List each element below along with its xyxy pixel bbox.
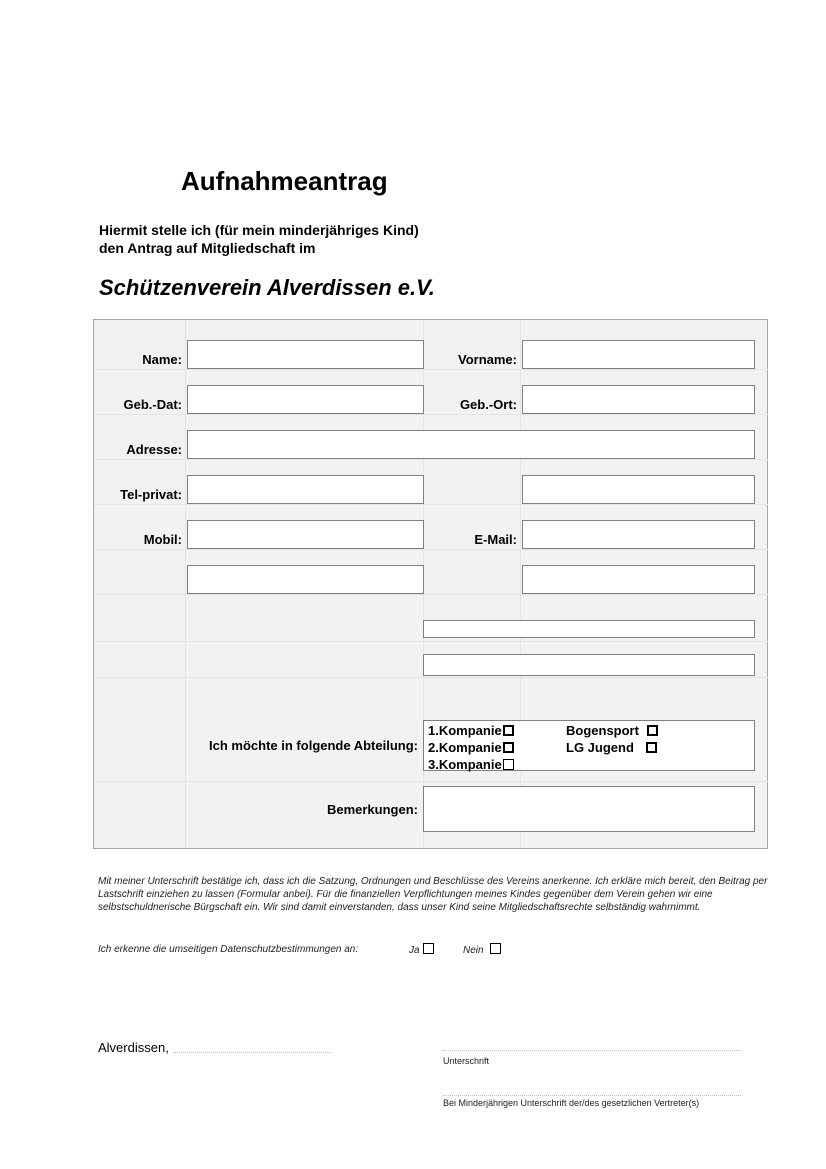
option-1-kompanie[interactable] — [428, 722, 514, 739]
document-title: Aufnahmeantrag — [181, 166, 388, 196]
email-field[interactable] — [522, 520, 755, 549]
name-label: Name: — [142, 352, 182, 367]
telprivat-label: Tel-privat: — [120, 487, 182, 502]
consent-text: Mit meiner Unterschrift bestätige ich, dass ich die Satzung, Ordnungen und Beschlüsse des Vereins anerkenne. Ich erkläre mich bereit, den Beitrag per Lastschrift einziehen zu lassen (Formular anbei). Für die finanziellen Verpflichtungen meines Kindes gegenüber dem Verein gehen wir eine selbstschuldnerische Bürgschaft ein. Wir sind damit einverstanden, dass unser Kind seine Mitgliedschaftsrechte selbständig wahrnimmt. — [98, 876, 768, 913]
datenschutz-text: Ich erkenne die umseitigen Datenschutzbestimmungen an: — [98, 944, 359, 955]
grid-line — [94, 414, 768, 415]
ja-option[interactable] — [409, 943, 434, 957]
option-lg-jugend-label: LG Jugend — [566, 740, 634, 755]
ja-label: Ja — [409, 945, 420, 956]
grid-line — [94, 504, 768, 505]
grid-line — [94, 549, 768, 550]
grid-line — [94, 594, 768, 595]
gebdat-label: Geb.-Dat: — [123, 397, 182, 412]
signature-line-2[interactable] — [443, 1095, 741, 1096]
checkbox-icon[interactable] — [423, 943, 434, 954]
signature-place: Alverdissen, — [98, 1040, 169, 1055]
grid-line — [94, 641, 768, 642]
adresse-field[interactable] — [187, 430, 755, 459]
abteilung-label: Ich möchte in folgende Abteilung: — [209, 738, 418, 753]
mobil-label: Mobil: — [143, 532, 182, 547]
option-bogensport[interactable] — [566, 722, 658, 739]
intro-line-2: den Antrag auf Mitgliedschaft im — [99, 240, 316, 256]
gebort-field[interactable] — [522, 385, 755, 414]
nein-label: Nein — [463, 945, 484, 956]
intro-line-1: Hiermit stelle ich (für mein minderjähriges Kind) — [99, 222, 419, 238]
grid-line — [185, 320, 186, 848]
name-field[interactable] — [187, 340, 424, 369]
extra-field-right[interactable] — [522, 565, 755, 594]
email-label: E-Mail: — [474, 532, 517, 547]
option-bogensport-label: Bogensport — [566, 723, 639, 738]
option-lg-jugend[interactable] — [566, 739, 657, 756]
adresse-label: Adresse: — [126, 442, 182, 457]
vorname-label: Vorname: — [458, 352, 517, 367]
abteilung-box — [423, 720, 755, 771]
gebdat-field[interactable] — [187, 385, 424, 414]
checkbox-icon[interactable] — [503, 742, 514, 753]
option-2-kompanie-label: 2.Kompanie — [428, 740, 502, 755]
checkbox-icon[interactable] — [503, 759, 514, 770]
club-name: Schützenverein Alverdissen e.V. — [99, 275, 435, 300]
extra-field-wide-2[interactable] — [423, 654, 755, 676]
bemerkungen-label: Bemerkungen: — [326, 802, 418, 817]
date-line[interactable] — [174, 1052, 332, 1053]
grid-line — [94, 677, 768, 678]
option-3-kompanie-label: 3.Kompanie — [428, 757, 502, 772]
option-1-kompanie-label: 1.Kompanie — [428, 723, 502, 738]
vorname-field[interactable] — [522, 340, 755, 369]
nein-option[interactable] — [463, 943, 501, 957]
signature-line-1[interactable] — [443, 1050, 741, 1051]
mobil-field[interactable] — [187, 520, 424, 549]
intro-text — [99, 221, 419, 257]
grid-line — [94, 781, 768, 782]
checkbox-icon[interactable] — [646, 742, 657, 753]
unterschrift-label: Unterschrift — [443, 1056, 490, 1066]
tel-extra-field[interactable] — [522, 475, 755, 504]
bemerkungen-field[interactable] — [423, 786, 755, 832]
extra-field-wide-1[interactable] — [423, 620, 755, 638]
checkbox-icon[interactable] — [503, 725, 514, 736]
option-3-kompanie[interactable] — [428, 756, 514, 773]
minor-signature-label: Bei Minderjährigen Unterschrift der/des gesetzlichen Vertreter(s) — [443, 1098, 700, 1108]
checkbox-icon[interactable] — [490, 943, 501, 954]
option-2-kompanie[interactable] — [428, 739, 514, 756]
extra-field-left[interactable] — [187, 565, 424, 594]
telprivat-field[interactable] — [187, 475, 424, 504]
grid-line — [94, 369, 768, 370]
grid-line — [94, 459, 768, 460]
checkbox-icon[interactable] — [647, 725, 658, 736]
gebort-label: Geb.-Ort: — [459, 397, 517, 412]
